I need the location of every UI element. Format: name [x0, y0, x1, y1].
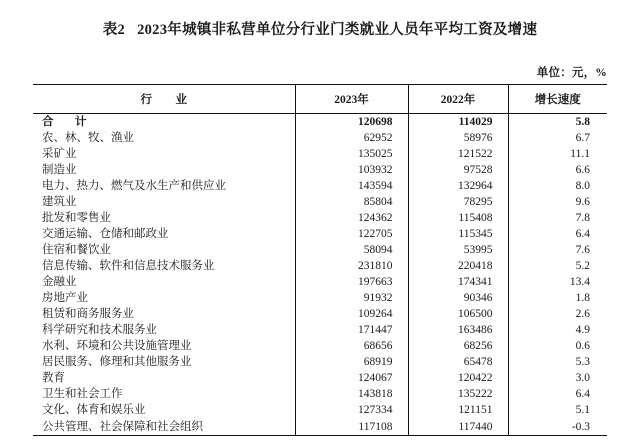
industry-label: 电力、热力、燃气及水生产和供应业 [42, 180, 226, 192]
cell-industry [33, 178, 295, 194]
cell-y2022: 115345 [408, 226, 508, 242]
cell-y2022: 114029 [408, 114, 508, 131]
cell-y2023: 109264 [295, 306, 408, 322]
cell-growth: 8.0 [508, 178, 607, 194]
cell-growth: 5.3 [508, 354, 607, 370]
industry-label: 教育 [42, 372, 65, 384]
industry-label: 住宿和餐饮业 [42, 244, 111, 256]
industry-label: 农、林、牧、渔业 [42, 132, 134, 144]
cell-industry [33, 242, 295, 258]
cell-y2023: 85804 [295, 194, 408, 210]
cell-y2022: 90346 [408, 290, 508, 306]
cell-growth: 9.6 [508, 194, 607, 210]
table-row [33, 306, 607, 322]
cell-industry [33, 130, 295, 146]
cell-y2022: 220418 [408, 258, 508, 274]
cell-y2023: 58094 [295, 242, 408, 258]
industry-label: 信息传输、软件和信息技术服务业 [42, 260, 215, 272]
industry-label: 水利、环境和公共设施管理业 [42, 340, 192, 352]
cell-growth: 6.6 [508, 162, 607, 178]
cell-growth: 13.4 [508, 274, 607, 290]
cell-y2023: 143594 [295, 178, 408, 194]
cell-y2022: 120422 [408, 370, 508, 386]
table-header-row [33, 85, 607, 114]
cell-y2023: 124362 [295, 210, 408, 226]
cell-y2023: 143818 [295, 386, 408, 402]
industry-label: 金融业 [42, 276, 77, 288]
cell-industry [33, 386, 295, 402]
cell-y2022: 121522 [408, 146, 508, 162]
table-row [33, 130, 607, 146]
cell-industry [33, 370, 295, 386]
table-body [33, 114, 607, 436]
cell-industry [33, 274, 295, 290]
cell-y2022: 132964 [408, 178, 508, 194]
cell-growth: 11.1 [508, 146, 607, 162]
cell-y2022: 115408 [408, 210, 508, 226]
table-row [33, 178, 607, 194]
wage-table [33, 84, 607, 436]
table-row [33, 322, 607, 338]
cell-y2023: 62952 [295, 130, 408, 146]
cell-y2023: 103932 [295, 162, 408, 178]
cell-industry [33, 226, 295, 242]
cell-y2023: 117108 [295, 418, 408, 436]
table-row [33, 386, 607, 402]
cell-y2022: 117440 [408, 418, 508, 436]
table-row [33, 354, 607, 370]
industry-label: 科学研究和技术服务业 [42, 324, 157, 336]
cell-y2023: 91932 [295, 290, 408, 306]
table-row [33, 242, 607, 258]
table-row [33, 162, 607, 178]
industry-label: 采矿业 [42, 148, 77, 160]
cell-industry [33, 194, 295, 210]
industry-label: 公共管理、社会保障和社会组织 [42, 420, 203, 433]
table-head [33, 85, 607, 114]
industry-label: 批发和零售业 [42, 212, 111, 224]
industry-label: 卫生和社会工作 [42, 388, 123, 400]
table-title [0, 18, 640, 39]
cell-growth: 0.6 [508, 338, 607, 354]
table-row [33, 114, 607, 131]
cell-y2022: 65478 [408, 354, 508, 370]
cell-industry [33, 338, 295, 354]
cell-y2023: 135025 [295, 146, 408, 162]
cell-y2023: 231810 [295, 258, 408, 274]
column-header-industry [33, 85, 295, 114]
industry-label: 房地产业 [42, 292, 88, 304]
cell-y2022: 106500 [408, 306, 508, 322]
table-row [33, 418, 607, 436]
cell-growth: 5.1 [508, 402, 607, 418]
cell-y2022: 163486 [408, 322, 508, 338]
table-title-text: 2023年城镇非私营单位分行业门类就业人员年平均工资及增速 [137, 22, 538, 38]
cell-industry [33, 258, 295, 274]
industry-label: 交通运输、仓储和邮政业 [42, 228, 169, 240]
column-header-growth: 增长速度 [508, 85, 607, 114]
cell-industry [33, 322, 295, 338]
industry-label: 居民服务、修理和其他服务业 [42, 356, 192, 368]
cell-growth: 7.8 [508, 210, 607, 226]
unit-note: 单位：元，% [536, 67, 607, 79]
cell-industry [33, 290, 295, 306]
cell-y2023: 171447 [295, 322, 408, 338]
cell-growth: 6.7 [508, 130, 607, 146]
cell-y2023: 68919 [295, 354, 408, 370]
cell-y2022: 121151 [408, 402, 508, 418]
cell-y2023: 68656 [295, 338, 408, 354]
column-header-industry-label: 行 业 [140, 94, 193, 106]
table-row [33, 370, 607, 386]
cell-growth: 4.9 [508, 322, 607, 338]
table-row [33, 402, 607, 418]
industry-label: 合 计 [42, 116, 92, 128]
cell-industry [33, 114, 295, 131]
industry-label: 租赁和商务服务业 [42, 308, 134, 320]
table-number: 表2 [102, 22, 126, 38]
cell-y2023: 120698 [295, 114, 408, 131]
cell-industry [33, 354, 295, 370]
cell-y2022: 53995 [408, 242, 508, 258]
cell-industry [33, 162, 295, 178]
table-row [33, 290, 607, 306]
cell-industry [33, 402, 295, 418]
table-row [33, 210, 607, 226]
cell-growth: 5.2 [508, 258, 607, 274]
cell-y2022: 135222 [408, 386, 508, 402]
cell-y2022: 174341 [408, 274, 508, 290]
cell-industry [33, 146, 295, 162]
cell-y2022: 68256 [408, 338, 508, 354]
cell-industry [33, 418, 295, 436]
table-row [33, 146, 607, 162]
cell-growth: 5.8 [508, 114, 607, 131]
cell-industry [33, 210, 295, 226]
table-row [33, 194, 607, 210]
cell-growth: 2.6 [508, 306, 607, 322]
cell-growth: 6.4 [508, 386, 607, 402]
industry-label: 建筑业 [42, 196, 77, 208]
table-container [33, 84, 607, 436]
cell-y2022: 78295 [408, 194, 508, 210]
cell-growth: -0.3 [508, 418, 607, 436]
cell-y2023: 197663 [295, 274, 408, 290]
cell-growth: 3.0 [508, 370, 607, 386]
table-row [33, 274, 607, 290]
cell-growth: 1.8 [508, 290, 607, 306]
table-row [33, 226, 607, 242]
cell-y2022: 97528 [408, 162, 508, 178]
cell-growth: 7.6 [508, 242, 607, 258]
cell-industry [33, 306, 295, 322]
cell-y2022: 58976 [408, 130, 508, 146]
table-row [33, 338, 607, 354]
cell-y2023: 122705 [295, 226, 408, 242]
column-header-y2022: 2022年 [408, 85, 508, 114]
column-header-y2023: 2023年 [295, 85, 408, 114]
cell-y2023: 127334 [295, 402, 408, 418]
industry-label: 制造业 [42, 164, 77, 176]
table-row [33, 258, 607, 274]
industry-label: 文化、体育和娱乐业 [42, 404, 146, 416]
cell-y2023: 124067 [295, 370, 408, 386]
cell-growth: 6.4 [508, 226, 607, 242]
